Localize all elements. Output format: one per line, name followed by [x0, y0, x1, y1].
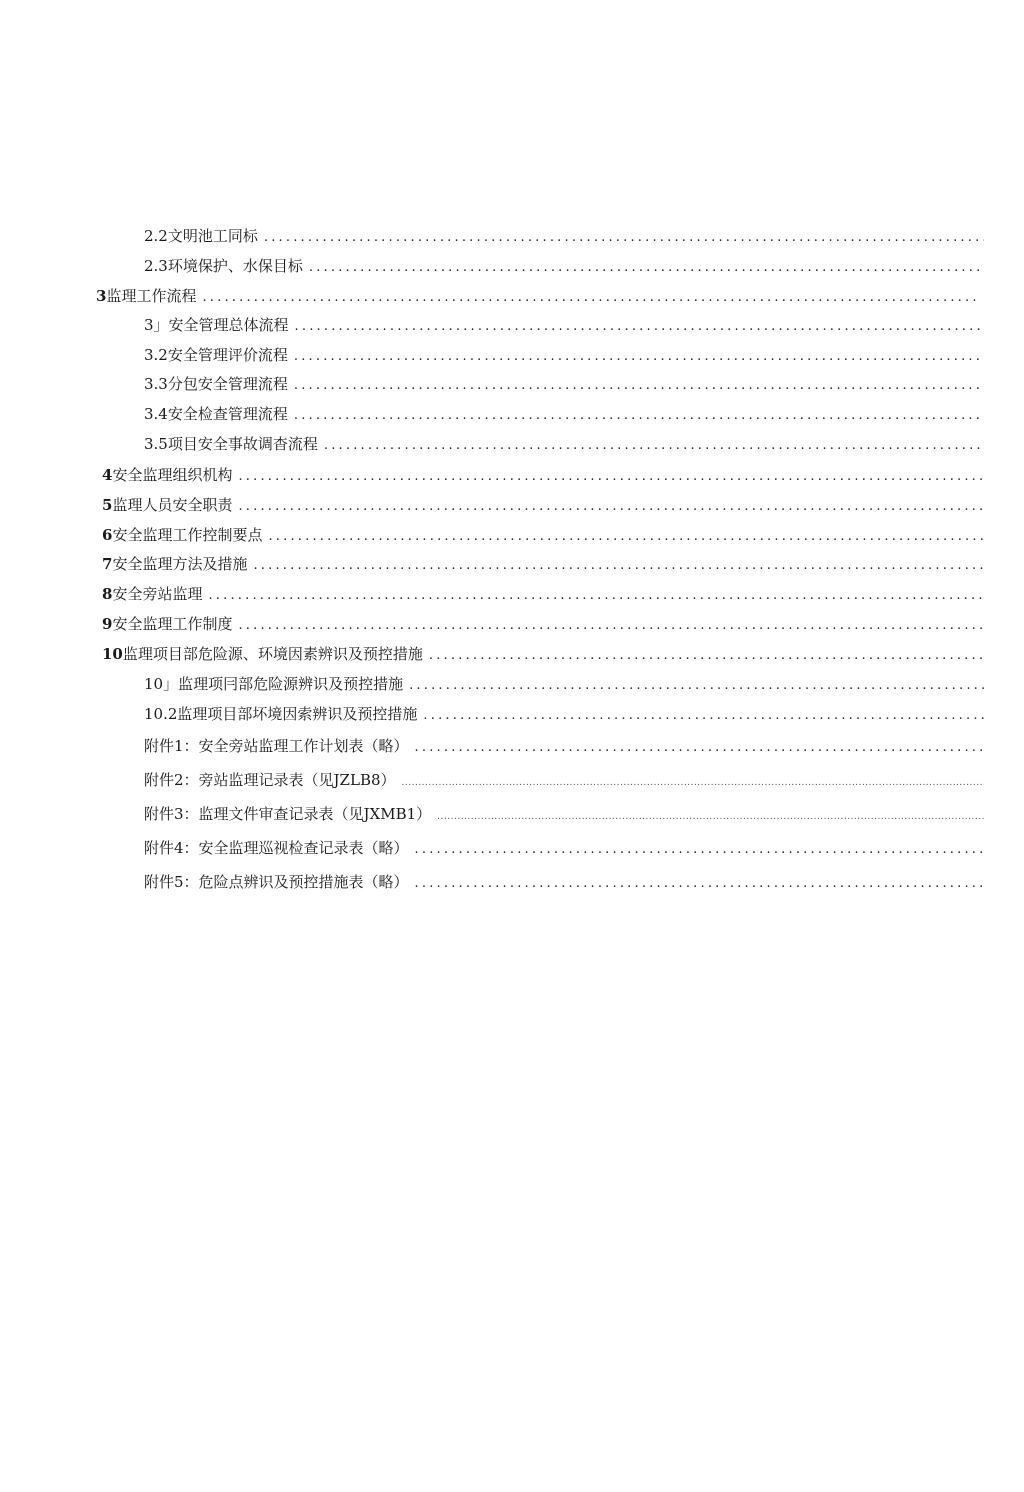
toc-entry[interactable]	[102, 584, 984, 606]
toc-entry-text: 3.2安全管理评价流程	[144, 346, 288, 364]
toc-entry-text: 安全监理方法及措施	[112, 555, 248, 573]
toc-entry-text: 安全监理工作控制要点	[112, 526, 263, 544]
toc-entry-text: 附件3：监理文件审查记录表（见JXMB1）	[144, 805, 432, 823]
toc-entry-text: 3.3分包安全管理流程	[144, 375, 288, 393]
toc-entry-number: 7	[102, 555, 113, 573]
toc-entry-text: 2.2文明池工同标	[144, 227, 258, 245]
toc-leader-dots	[264, 228, 984, 248]
toc-entry-number: 10	[102, 645, 123, 663]
toc-entry-text: 附件4：安全监理巡视检查记录表（略）	[144, 839, 409, 857]
toc-entry[interactable]	[144, 404, 984, 426]
toc-entry-number: 9	[102, 615, 113, 633]
toc-entry[interactable]	[96, 286, 976, 308]
toc-entry-number: 3	[96, 287, 107, 305]
toc-entry[interactable]	[144, 872, 984, 894]
toc-leader-dots	[202, 288, 976, 308]
toc-entry[interactable]	[144, 256, 984, 278]
toc-entry[interactable]	[144, 434, 984, 456]
toc-entry[interactable]	[102, 465, 984, 487]
toc-entry[interactable]	[144, 838, 984, 860]
toc-entry-text: 附件2：旁站监理记录表（见JZLB8）	[144, 771, 396, 789]
toc-entry-text: 3.4安全检查管理流程	[144, 405, 288, 423]
toc-entry[interactable]	[102, 495, 984, 517]
toc-entry-text: 10.2监理项目部坏境因索辨识及预控措施	[144, 705, 418, 723]
toc-entry[interactable]	[144, 674, 984, 696]
toc-entry-text: 监理工作流程	[106, 287, 197, 305]
toc-leader-dots	[295, 317, 984, 337]
toc-leader-dots	[415, 840, 984, 860]
toc-leader-dots	[423, 706, 984, 726]
toc-leader-dots	[309, 258, 984, 278]
toc-leader-dots	[294, 406, 984, 426]
toc-entry[interactable]	[144, 226, 984, 248]
toc-entry[interactable]	[144, 315, 984, 337]
toc-entry-number: 5	[102, 496, 113, 514]
toc-leader-dots	[208, 586, 984, 606]
toc-entry-text: 监理项目部危险源、环境因素辨识及预控措施	[122, 645, 423, 663]
toc-entry[interactable]	[102, 525, 984, 547]
toc-entry-text: 附件1：安全旁站监理工作计划表（略）	[144, 737, 409, 755]
toc-leader-dots	[294, 376, 984, 396]
toc-entry[interactable]	[102, 554, 984, 576]
toc-entry[interactable]	[144, 736, 984, 758]
toc-entry-text: 3.5项目安全事故调杳流程	[144, 435, 318, 453]
toc-leader-dots	[238, 497, 984, 517]
toc-entry[interactable]	[102, 614, 984, 636]
toc-entry-text: 监理人员安全职责	[112, 496, 233, 514]
toc-leader-dots	[402, 773, 984, 793]
toc-entry-text: 10」监理项冃部危险源辨识及预控措施	[144, 675, 404, 693]
toc-entry-text: 2.3环境保护、水保目标	[144, 257, 303, 275]
toc-entry[interactable]	[144, 374, 984, 396]
toc-entry-number: 6	[102, 526, 113, 544]
toc-entry-number: 8	[102, 585, 113, 603]
toc-leader-dots	[268, 527, 984, 547]
toc-leader-dots	[238, 467, 984, 487]
toc-entry[interactable]	[144, 804, 984, 827]
toc-leader-dots	[324, 436, 984, 456]
toc-entry-text: 3」安全管理总体流程	[144, 316, 289, 334]
toc-entry-number: 4	[102, 466, 113, 484]
toc-entry[interactable]	[144, 345, 984, 367]
toc-leader-dots	[294, 347, 984, 367]
toc-entry-text: 安全监理工作制度	[112, 615, 233, 633]
toc-leader-dots	[437, 807, 984, 827]
toc-leader-dots	[409, 676, 984, 696]
toc-leader-dots	[238, 616, 984, 636]
toc-entry-text: 附件5：危险点辨识及预控措施表（略）	[144, 873, 409, 891]
toc-entry[interactable]	[144, 704, 984, 726]
toc-entry[interactable]	[102, 644, 984, 666]
toc-entry-text: 安全旁站监理	[112, 585, 203, 603]
toc-leader-dots	[415, 738, 984, 758]
toc-leader-dots	[253, 556, 984, 576]
toc-entry[interactable]	[144, 770, 984, 793]
toc-leader-dots	[415, 874, 984, 894]
toc-leader-dots	[429, 646, 984, 666]
toc-entry-text: 安全监理组织机构	[112, 466, 233, 484]
